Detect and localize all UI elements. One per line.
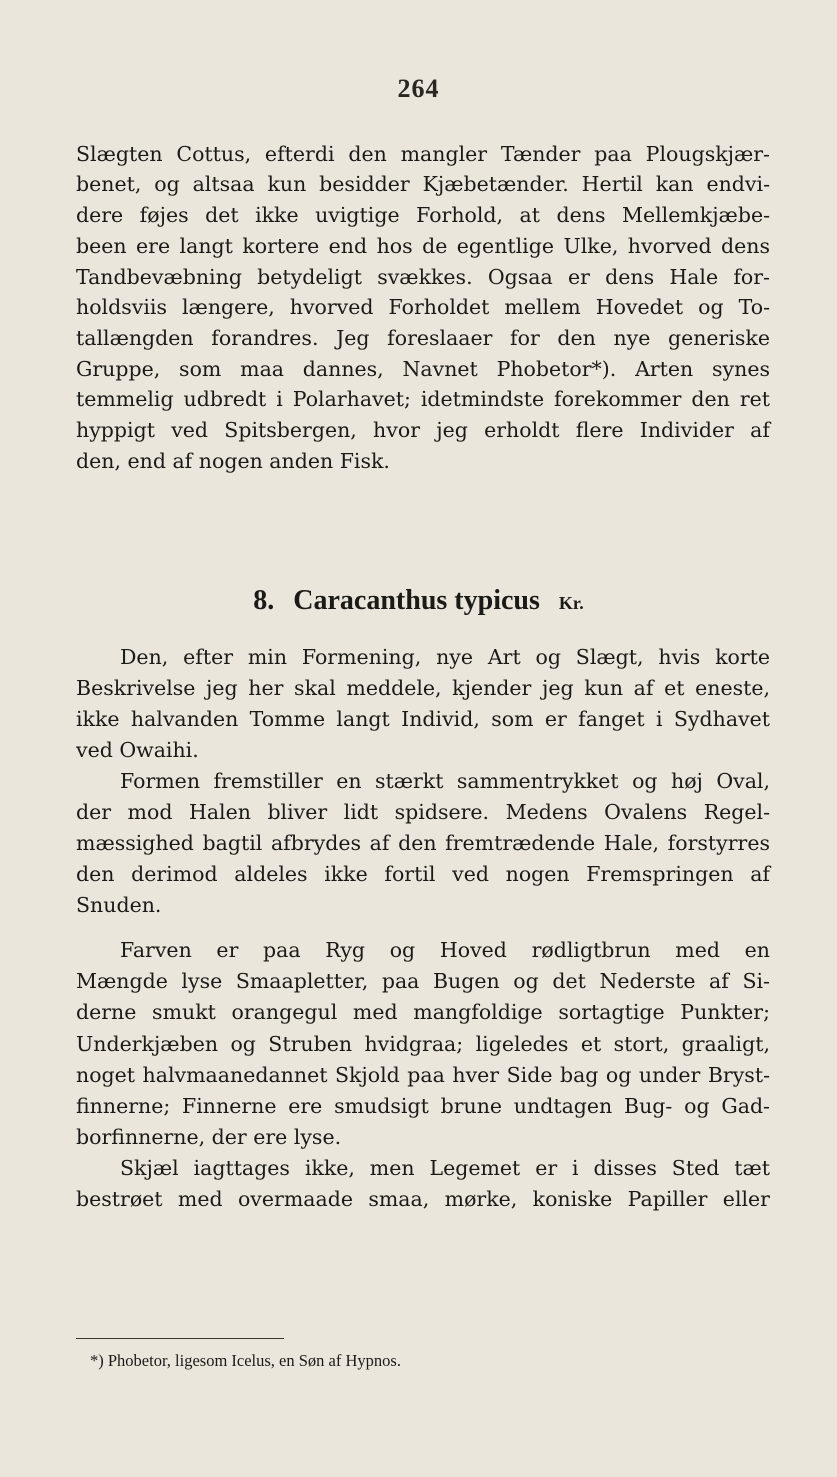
text-line: Formen fremstiller en stærkt sammentrykket og høj Oval,	[120, 769, 770, 793]
text-line: Den, efter min Formening, nye Art og Slægt, hvis korte	[120, 645, 770, 669]
footnote: *) Phobetor, ligesom Icelus, en Søn af Hypnos.	[90, 1351, 401, 1370]
text-line: Gruppe, som maa dannes, Navnet Phobetor*). Arten synes	[76, 357, 770, 381]
footnote-rule	[76, 1338, 284, 1339]
text-line: ikke halvanden Tomme langt Individ, som er fanget i Sydhavet	[76, 707, 770, 731]
text-line: temmelig udbredt i Polarhavet; idetmindste forekommer den ret	[76, 387, 770, 411]
species-title: Caracanthus typicus	[293, 585, 540, 616]
section-heading	[0, 585, 837, 617]
text-line: dere føjes det ikke uvigtige Forhold, at dens Mellemkjæbe-	[76, 203, 770, 227]
text-line: been ere langt kortere end hos de egentlige Ulke, hvorved dens	[76, 234, 770, 258]
text-line: borfinnerne, der ere lyse.	[76, 1125, 342, 1149]
text-line: benet, og altsaa kun besidder Kjæbetænder. Hertil kan endvi-	[76, 172, 770, 196]
text-line: den derimod aldeles ikke fortil ved nogen Fremspringen af	[76, 862, 770, 886]
text-line: Tandbevæbning betydeligt svækkes. Ogsaa er dens Hale for-	[76, 265, 770, 289]
text-line: Mængde lyse Smaapletter, paa Bugen og det Nederste af Si-	[76, 969, 770, 993]
text-line: finnerne; Finnerne ere smudsigt brune undtagen Bug- og Gad-	[76, 1094, 770, 1118]
text-line: Farven er paa Ryg og Hoved rødligtbrun med en	[120, 938, 770, 962]
text-line: hyppigt ved Spitsbergen, hvor jeg erholdt flere Individer af	[76, 418, 770, 442]
section-number: 8.	[253, 585, 275, 616]
text-line: Beskrivelse jeg her skal meddele, kjender jeg kun af et eneste,	[76, 676, 770, 700]
text-line: mæssighed bagtil afbrydes af den fremtrædende Hale, forstyrres	[76, 831, 770, 855]
text-line: Underkjæben og Struben hvidgraa; ligeledes et stort, graaligt,	[76, 1032, 770, 1056]
text-line: Skjæl iagttages ikke, men Legemet er i disses Sted tæt	[120, 1156, 770, 1180]
text-line: noget halvmaanedannet Skjold paa hver Side bag og under Bryst-	[76, 1063, 770, 1087]
text-line: holdsviis længere, hvorved Forholdet mellem Hovedet og To-	[76, 295, 770, 319]
text-line: derne smukt orangegul med mangfoldige sortagtige Punkter;	[76, 1000, 770, 1024]
text-line: Snuden.	[76, 893, 162, 917]
text-line: tallængden forandres. Jeg foreslaaer for den nye generiske	[76, 326, 770, 350]
text-line: ved Owaihi.	[76, 738, 199, 762]
text-line: Slægten Cottus, efterdi den mangler Tænder paa Plougskjær-	[76, 142, 770, 166]
text-line: bestrøet med overmaade smaa, mørke, koniske Papiller eller	[76, 1187, 770, 1211]
text-line: den, end af nogen anden Fisk.	[76, 449, 390, 473]
text-line: der mod Halen bliver lidt spidsere. Medens Ovalens Regel-	[76, 800, 770, 824]
page-number: 264	[397, 74, 440, 103]
species-author: Kr.	[558, 593, 584, 613]
